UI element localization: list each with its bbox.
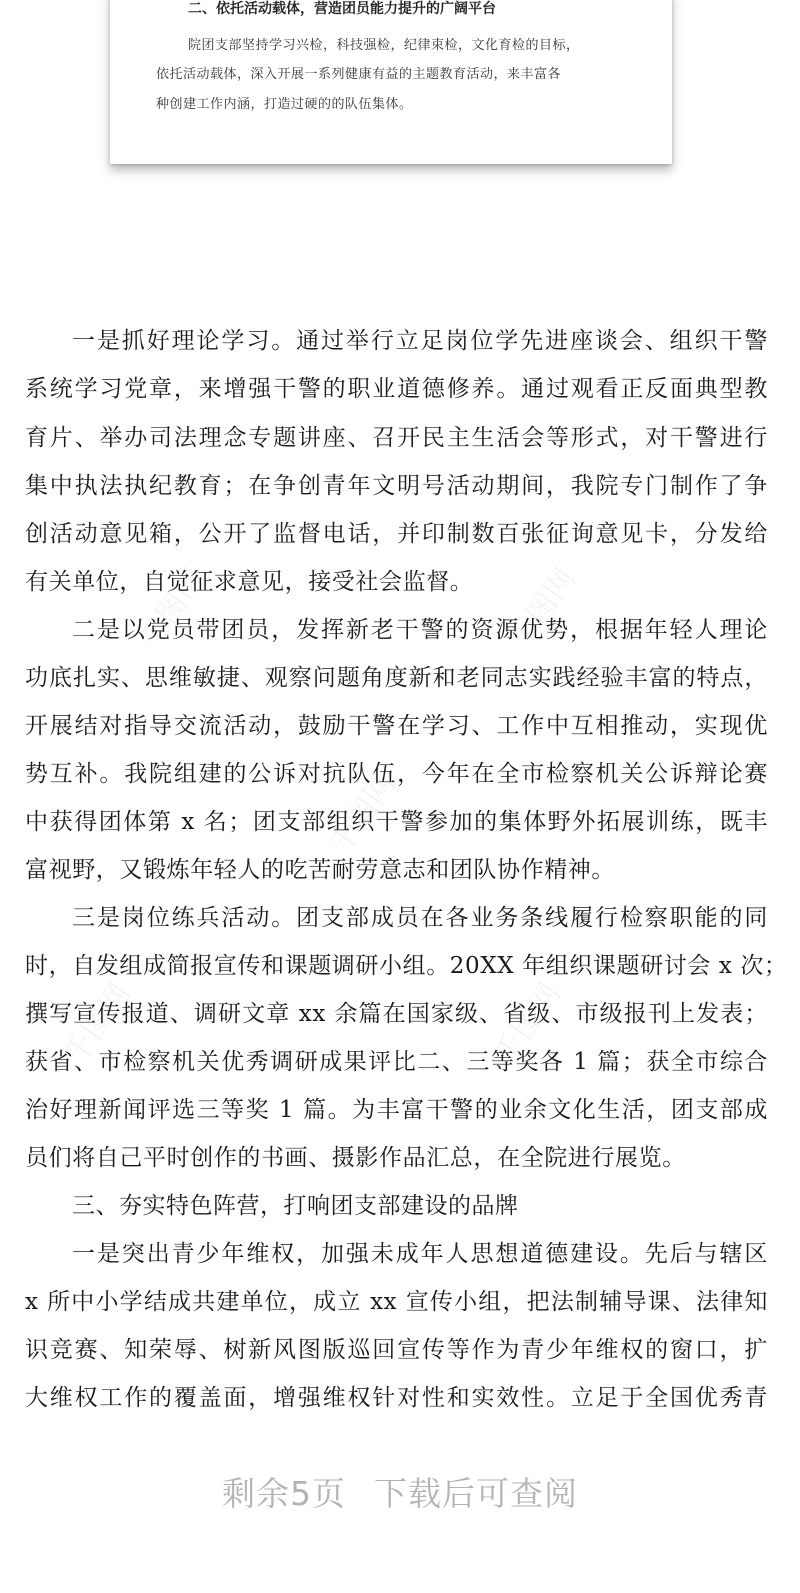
paragraph-line: 时，自发组成简报宣传和课题调研小组。20XX 年组织课题研讨会 x 次； — [25, 953, 788, 979]
paragraph-line: x 所中小学结成共建单位，成立 xx 宣传小组，把法制辅导课、法律知 — [25, 1289, 768, 1315]
paragraph-line: 一是突出青少年维权，加强未成年人思想道德建设。先后与辖区 — [72, 1241, 768, 1267]
remaining-pages-label: 剩余5页 — [222, 1474, 346, 1513]
preview-heading: 二、依托活动载体，营造团员能力提升的广阔平台 — [188, 1, 496, 17]
paragraph-line: 育片、举办司法理念专题讲座、召开民主生活会等形式，对干警进行 — [25, 425, 768, 451]
paragraph-line: 大维权工作的覆盖面，增强维权针对性和实效性。立足于全国优秀青 — [25, 1385, 768, 1411]
section-heading: 三、夯实特色阵营，打响团支部建设的品牌 — [72, 1193, 519, 1219]
watermark: 千图网 — [132, 562, 214, 656]
paragraph-line: 势互补。我院组建的公诉对抗队伍，今年在全市检察机关公诉辩论赛 — [25, 761, 768, 787]
watermark: 千图网 — [57, 977, 139, 1071]
paragraph-line: 二是以党员带团员，发挥新老干警的资源优势，根据年轻人理论 — [72, 617, 768, 643]
paragraph-line: 员们将自己平时创作的书画、摄影作品汇总，在全院进行展览。 — [25, 1145, 686, 1171]
paragraph-line: 获省、市检察机关优秀调研成果评比二、三等奖各 1 篇；获全市综合 — [25, 1049, 768, 1075]
paragraph-line: 系统学习党章，来增强干警的职业道德修养。通过观看正反面典型教 — [25, 376, 768, 402]
preview-line: 依托活动载体，深入开展一系列健康有益的主题教育活动，来丰富各 — [156, 67, 562, 82]
paragraph-line: 开展结对指导交流活动，鼓励干警在学习、工作中互相推动，实现优 — [25, 713, 768, 739]
download-to-view-label: 下载后可查阅 — [374, 1474, 578, 1513]
paragraph-line: 识竞赛、知荣辱、树新风图版巡回宣传等作为青少年维权的窗口，扩 — [25, 1337, 768, 1363]
paragraph-line: 集中执法执纪教育；在争创青年文明号活动期间，我院专门制作了争 — [25, 473, 768, 499]
paragraph-line: 三是岗位练兵活动。团支部成员在各业务条线履行检察职能的同 — [72, 905, 768, 931]
paragraph-line: 有关单位，自觉征求意见，接受社会监督。 — [25, 569, 474, 595]
preview-line: 种创建工作内涵，打造过硬的的队伍集体。 — [156, 97, 413, 112]
paragraph-line: 富视野，又锻炼年轻人的吃苦耐劳意志和团队协作精神。 — [25, 857, 615, 883]
paragraph-line: 功底扎实、思维敏捷、观察问题角度新和老同志实践经验丰富的特点， — [25, 665, 768, 691]
preview-card — [110, 0, 672, 164]
paragraph-line: 治好理新闻评选三等奖 1 篇。为丰富干警的业余文化生活，团支部成 — [25, 1097, 768, 1123]
watermark: 千图网 — [322, 767, 404, 861]
watermark: 千图网 — [487, 977, 569, 1071]
preview-line: 院团支部坚持学习兴检，科技强检，纪律束检，文化育检的目标， — [188, 38, 580, 53]
watermark: 千图网 — [502, 562, 584, 656]
paragraph-line: 一是抓好理论学习。通过举行立足岗位学先进座谈会、组织干警 — [72, 328, 768, 354]
paragraph-line: 中获得团体第 x 名；团支部组织干警参加的集体野外拓展训练，既丰 — [25, 809, 768, 835]
paragraph-line: 创活动意见箱，公开了监督电话，并印制数百张征询意见卡，分发给 — [25, 521, 768, 547]
remaining-pages-notice[interactable] — [0, 1468, 800, 1515]
paragraph-line: 撰写宣传报道、调研文章 xx 余篇在国家级、省级、市级报刊上发表； — [25, 1001, 768, 1027]
